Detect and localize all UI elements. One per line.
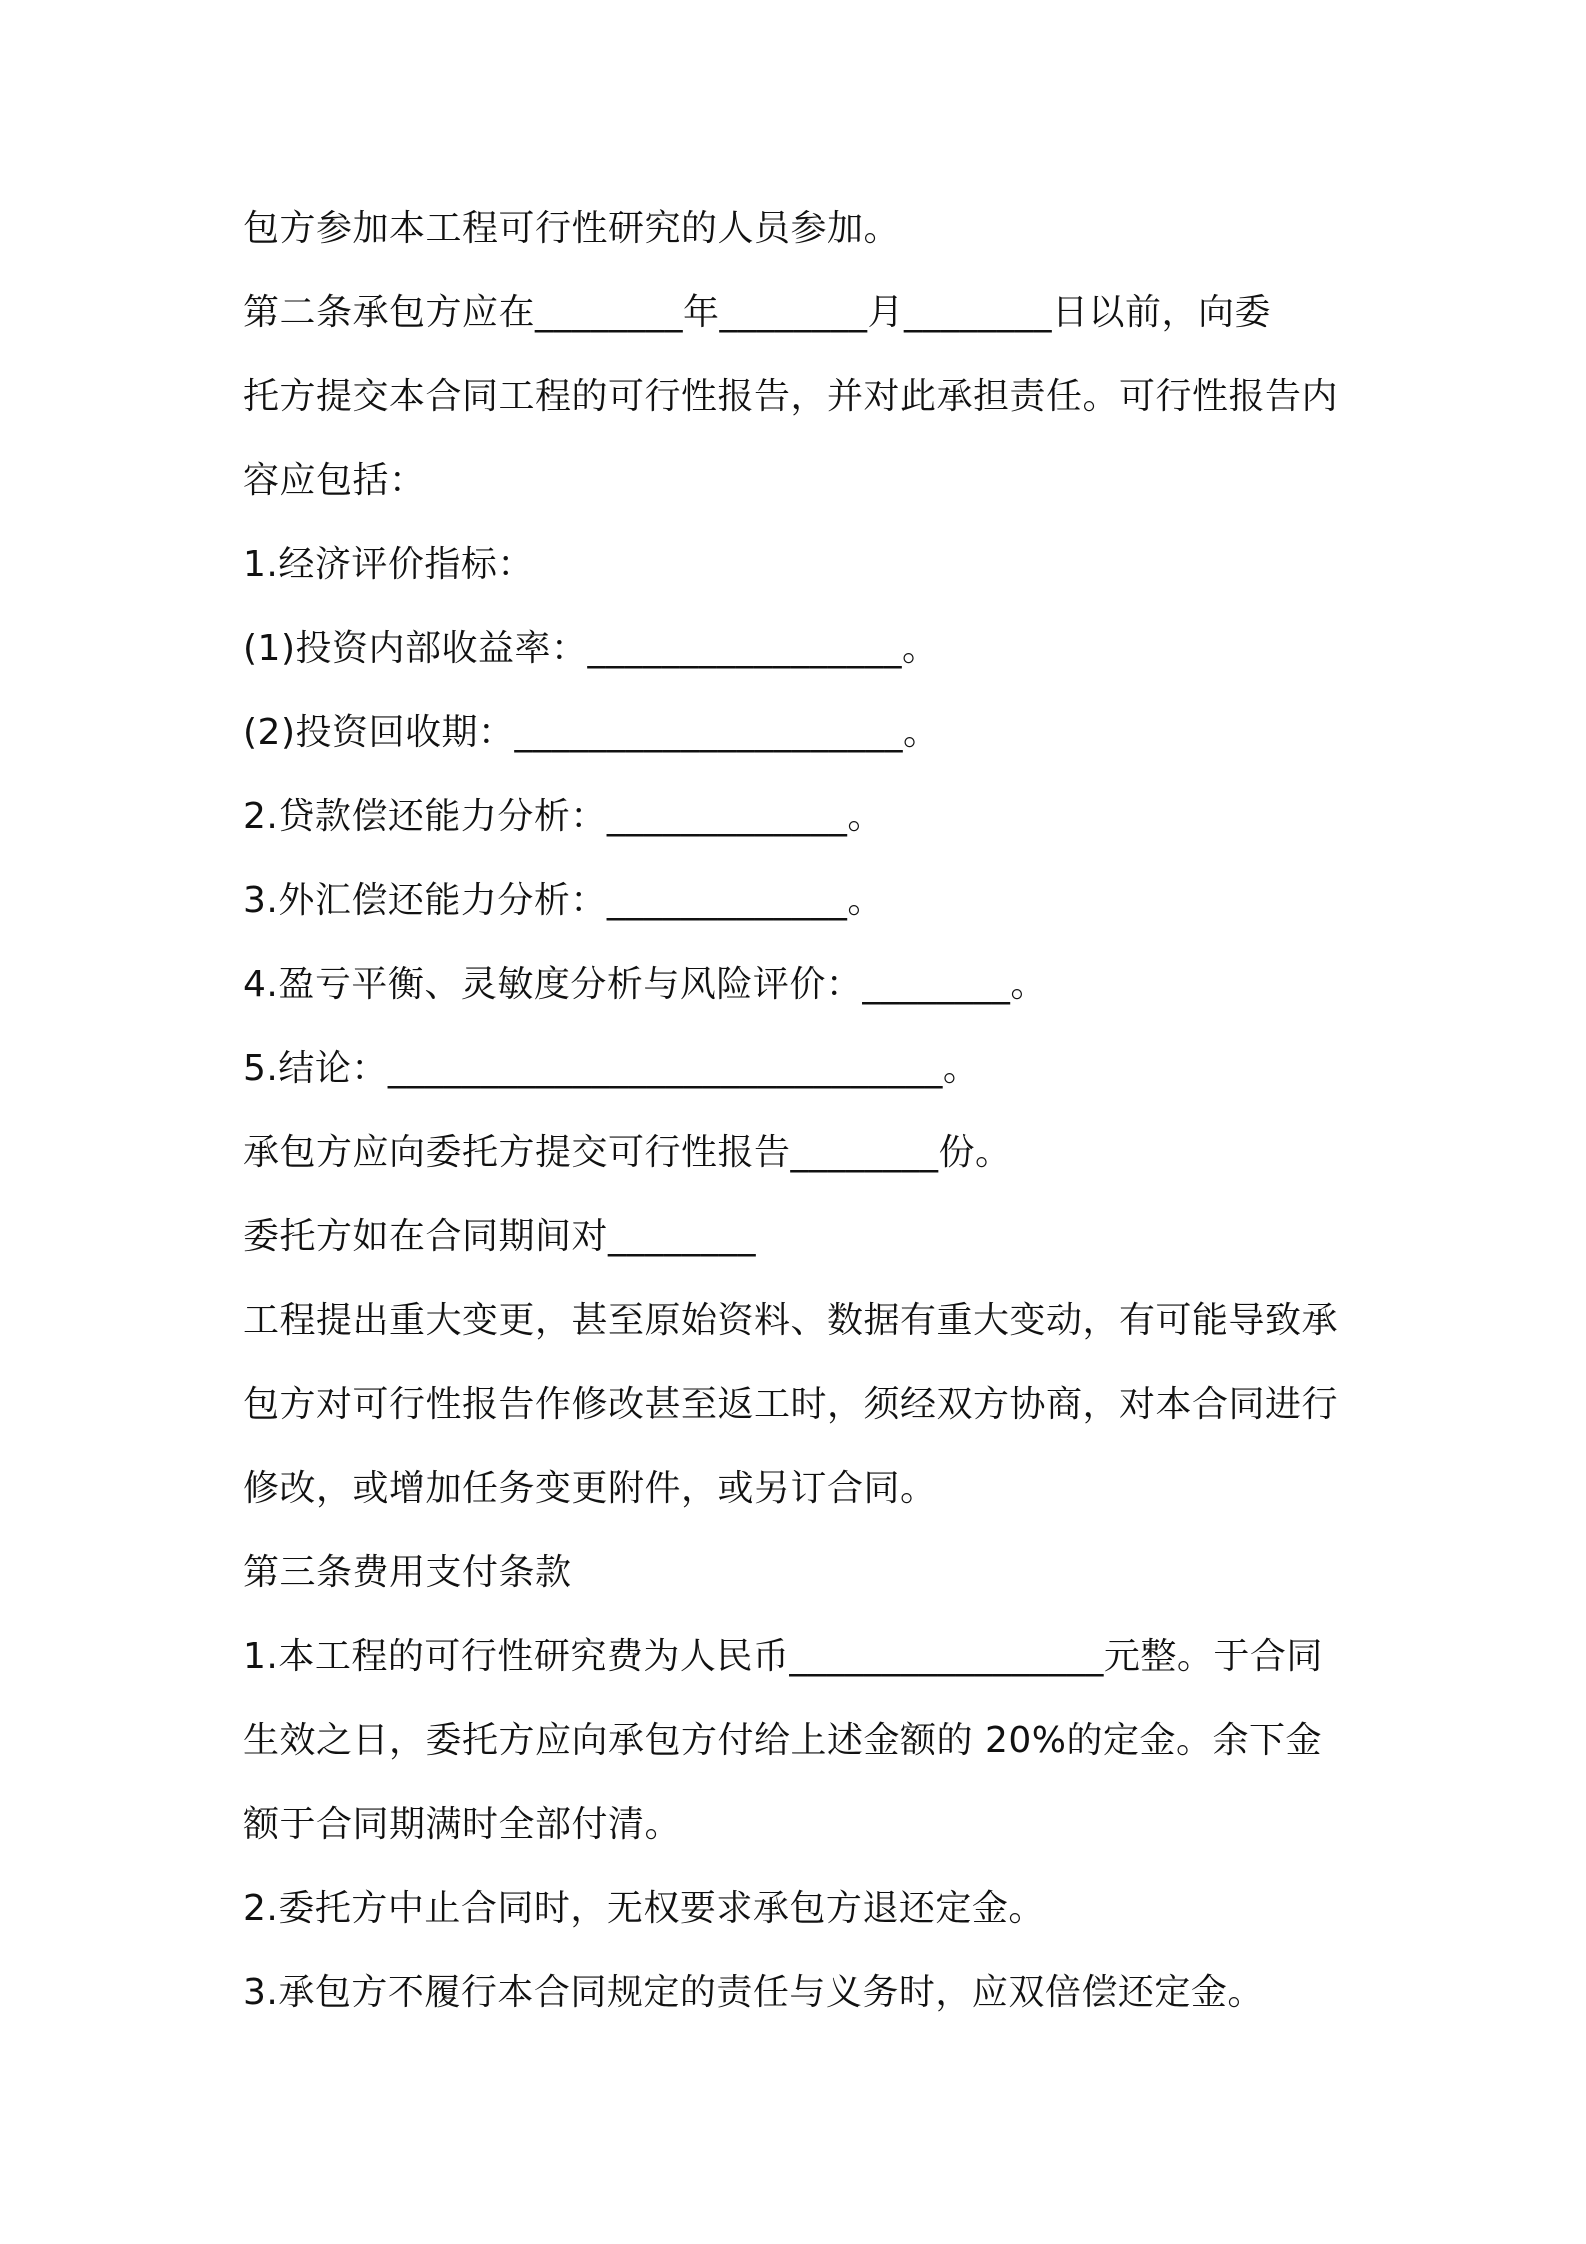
text-line-11: 5.结论：______________________________。 [243,1048,980,1089]
text-line-3: 托方提交本合同工程的可行性报告，并对此承担责任。可行性报告内 [243,376,1339,417]
text-line-16: 修改，或增加任务变更附件，或另订合同。 [243,1468,937,1509]
text-line-1: 包方参加本工程可行性研究的人员参加。 [243,208,901,249]
text-line-20: 额于合同期满时全部付清。 [243,1804,682,1845]
text-line-15: 包方对可行性报告作修改甚至返工时，须经双方协商，对本合同进行 [243,1384,1339,1425]
text-line-4: 容应包括： [243,460,426,501]
text-line-14: 工程提出重大变更，甚至原始资料、数据有重大变动，有可能导致承 [243,1300,1339,1341]
text-line-6: (1)投资内部收益率：_________________。 [243,628,939,669]
text-line-21: 2.委托方中止合同时，无权要求承包方退还定金。 [243,1888,1045,1929]
text-line-17: 第三条费用支付条款 [243,1552,572,1593]
text-line-2: 第二条承包方应在________年________月________日以前，向委 [243,292,1272,333]
text-line-22: 3.承包方不履行本合同规定的责任与义务时，应双倍偿还定金。 [243,1972,1264,2013]
text-line-9: 3.外汇偿还能力分析：_____________。 [243,880,884,921]
text-line-18: 1.本工程的可行性研究费为人民币_________________元整。于合同 [243,1636,1323,1677]
text-line-7: (2)投资回收期：_____________________。 [243,712,940,753]
text-line-19: 生效之日，委托方应向承包方付给上述金额的 20%的定金。余下金 [243,1720,1322,1761]
text-line-13: 委托方如在合同期间对________ [243,1216,757,1257]
text-line-12: 承包方应向委托方提交可行性报告________份。 [243,1132,1012,1173]
text-line-8: 2.贷款偿还能力分析：_____________。 [243,796,884,837]
text-line-5: 1.经济评价指标： [243,544,534,585]
text-line-10: 4.盈亏平衡、灵敏度分析与风险评价：________。 [243,964,1047,1005]
